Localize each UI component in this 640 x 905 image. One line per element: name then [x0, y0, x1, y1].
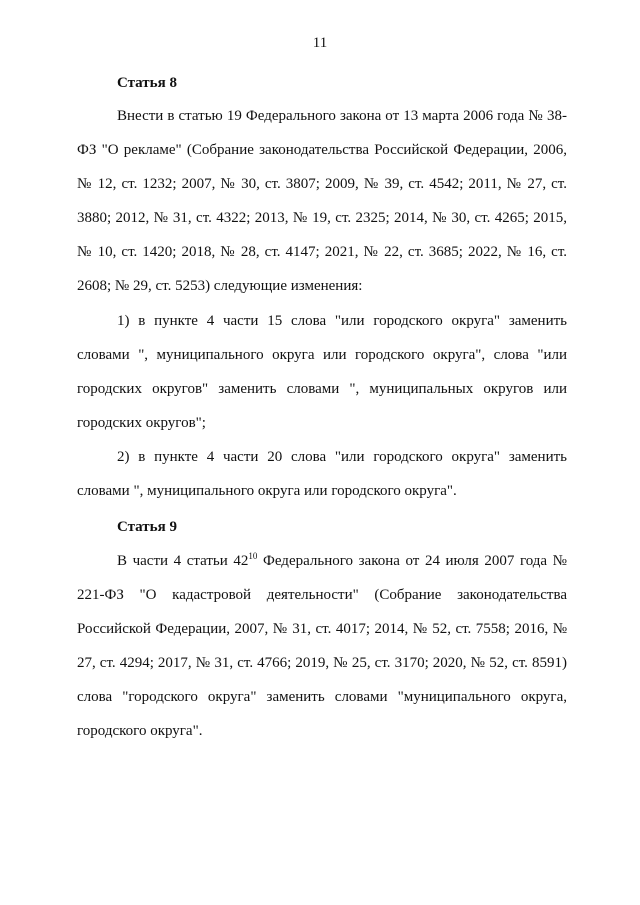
article-8-item-1-text: 1) в пункте 4 части 15 слова "или городского округа" заменить словами ", муниципального округа или городского округа", слова "или городских округов" заменить словами ", муниципальных округов или городских округов";	[77, 313, 567, 431]
article-9-paragraph	[77, 544, 567, 748]
article-9-text-rest: Федерального закона от 24 июля 2007 года № 221-ФЗ "О кадастровой деятельности" (Собрание законодательства Российской Федерации, 2007, № 31, ст. 4017; 2014, № 52, ст. 7558; 2016, № 27, ст. 4294; 2017, № 31, ст. 4766; 2019, № 25, ст. 3170; 2020, № 52, ст. 8591) слова "городского округа" заменить словами "муниципального округа, городского округа".	[77, 553, 567, 739]
article-8-intro-text: Внести в статью 19 Федерального закона от 13 марта 2006 года № 38-ФЗ "О рекламе" (Собрание законодательства Российской Федерации, 2006, № 12, ст. 1232; 2007, № 30, ст. 3807; 2009, № 39, ст. 4542; 2011, № 27, ст. 3880; 2012, № 31, ст. 4322; 2013, № 19, ст. 2325; 2014, № 30, ст. 4265; 2015, № 10, ст. 1420; 2018, № 28, ст. 4147; 2021, № 22, ст. 3685; 2022, № 16, ст. 2608; № 29, ст. 5253) следующие изменения:	[77, 108, 567, 294]
article-9-heading: Статья 9	[117, 519, 177, 535]
article-8-intro	[77, 99, 567, 303]
article-8-item-2	[77, 440, 567, 508]
page-number: 11	[312, 35, 328, 51]
article-9-text-start: В части 4 статьи 42	[117, 553, 249, 569]
article-8-item-2-text: 2) в пункте 4 части 20 слова "или городского округа" заменить словами ", муниципального округа или городского округа".	[77, 449, 567, 499]
article-9-superscript: 10	[248, 551, 258, 561]
article-8-heading: Статья 8	[117, 75, 177, 91]
article-8-item-1	[77, 304, 567, 440]
